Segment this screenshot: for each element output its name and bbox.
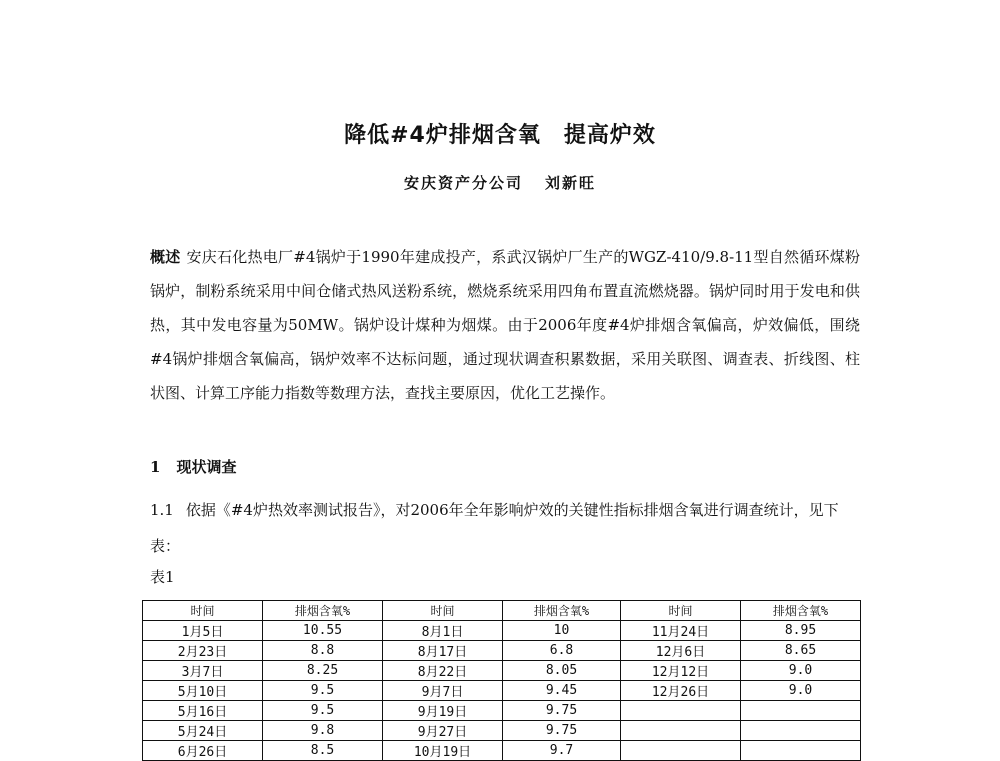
table-cell: 5月16日 [143, 701, 263, 721]
table-row [143, 681, 861, 701]
subsection-text: 依据《#4炉热效率测试报告》，对2006年全年影响炉效的关键性指标排烟含氧进行调查统计，见下表： [150, 501, 839, 555]
table-cell: 8.65 [741, 641, 861, 661]
section-heading [150, 456, 236, 477]
table-row [143, 721, 861, 741]
section-number: 1 [150, 458, 161, 476]
table-cell: 12月12日 [621, 661, 741, 681]
table-cell: 10.55 [263, 621, 383, 641]
abstract-paragraph [150, 240, 860, 410]
table-cell [741, 721, 861, 741]
table-row [143, 621, 861, 641]
subsection-paragraph [150, 492, 860, 564]
table-cell: 5月10日 [143, 681, 263, 701]
table-row [143, 661, 861, 681]
table-cell: 9.5 [263, 701, 383, 721]
table-header-cell: 时间 [383, 601, 503, 621]
table-row [143, 701, 861, 721]
table-header-cell: 排烟含氧% [263, 601, 383, 621]
table-header-row [143, 601, 861, 621]
table-cell: 8.05 [503, 661, 621, 681]
subsection-number: 1.1 [150, 501, 174, 519]
oxygen-table [142, 600, 861, 761]
section-title: 现状调查 [176, 458, 237, 476]
table-cell: 12月6日 [621, 641, 741, 661]
table-cell: 1月5日 [143, 621, 263, 641]
table-row [143, 741, 861, 761]
table-cell: 9月7日 [383, 681, 503, 701]
table-header-cell: 时间 [621, 601, 741, 621]
table-cell: 9.45 [503, 681, 621, 701]
table-cell: 8.95 [741, 621, 861, 641]
table-row [143, 641, 861, 661]
table-label: 表1 [150, 568, 175, 586]
table-cell: 5月24日 [143, 721, 263, 741]
table-cell: 8月17日 [383, 641, 503, 661]
table-cell [741, 741, 861, 761]
table-cell: 9.75 [503, 701, 621, 721]
author-line [0, 172, 1000, 193]
table-cell: 9.8 [263, 721, 383, 741]
abstract-text: 安庆石化热电厂#4锅炉于1990年建成投产，系武汉锅炉厂生产的WGZ-410/9.8-11型自然循环煤粉锅炉，制粉系统采用中间仓储式热风送粉系统，燃烧系统采用四角布置直流燃烧器。锅炉同时用于发电和供热，其中发电容量为50MW。锅炉设计煤种为烟煤。由于2006年度#4炉排烟含氧偏高，炉效偏低，围绕#4锅炉排烟含氧偏高，锅炉效率不达标问题，通过现状调查积累数据，采用关联图、调查表、折线图、柱状图、计算工序能力指数等数理方法，查找主要原因，优化工艺操作。 [150, 248, 860, 402]
table-cell [621, 741, 741, 761]
table-cell: 9月27日 [383, 721, 503, 741]
document-title: 降低#4炉排烟含氧 提高炉效 [344, 123, 656, 148]
author-name: 刘新旺 [545, 174, 597, 192]
table-cell: 8.25 [263, 661, 383, 681]
table-cell [621, 721, 741, 741]
table-header-cell: 时间 [143, 601, 263, 621]
author-org: 安庆资产分公司 [403, 174, 523, 192]
table-header-cell: 排烟含氧% [503, 601, 621, 621]
table-cell: 9.5 [263, 681, 383, 701]
table-cell: 9.7 [503, 741, 621, 761]
table-cell: 8.8 [263, 641, 383, 661]
table-cell: 8.5 [263, 741, 383, 761]
table-cell: 8月22日 [383, 661, 503, 681]
abstract-lead: 概述 [150, 248, 181, 266]
table-header-cell: 排烟含氧% [741, 601, 861, 621]
table-cell [741, 701, 861, 721]
table-cell: 8月1日 [383, 621, 503, 641]
table-cell [621, 701, 741, 721]
table-cell: 9月19日 [383, 701, 503, 721]
table-cell: 9.0 [741, 681, 861, 701]
table-cell: 10 [503, 621, 621, 641]
table-cell: 11月24日 [621, 621, 741, 641]
table-cell: 10月19日 [383, 741, 503, 761]
table-cell: 2月23日 [143, 641, 263, 661]
table-cell: 12月26日 [621, 681, 741, 701]
table-cell: 3月7日 [143, 661, 263, 681]
table-cell: 9.0 [741, 661, 861, 681]
table-cell: 6月26日 [143, 741, 263, 761]
table-cell: 6.8 [503, 641, 621, 661]
table-cell: 9.75 [503, 721, 621, 741]
